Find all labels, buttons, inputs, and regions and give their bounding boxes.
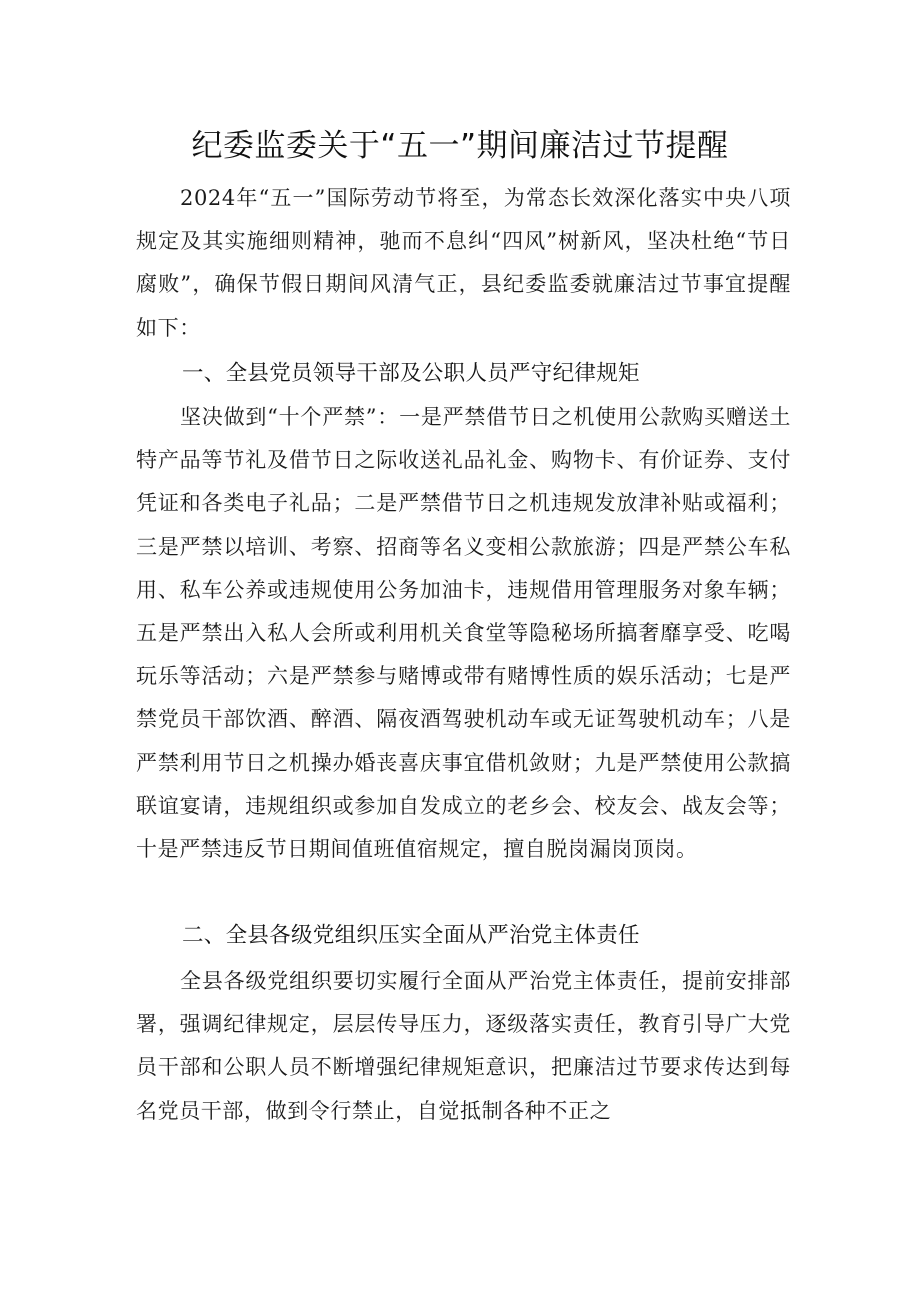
section-1-heading: 一、全县党员领导干部及公职人员严守纪律规矩: [182, 361, 640, 386]
section-2-heading: 二、全县各级党组织压实全面从严治党主体责任: [182, 923, 640, 948]
section-2-paragraph: 全县各级党组织要切实履行全面从严治党主体责任，提前安排部署，强调纪律规定，层层传导压力，逐级落实责任，教育引导广大党员干部和公职人员不断增强纪律规矩意识，把廉洁过节要求传达到每名党员干部，做到令行禁止，自觉抵制各种不正之: [136, 969, 791, 1123]
document-title: 纪委监委关于“五一”期间廉洁过节提醒: [191, 128, 729, 164]
intro-paragraph: 2024年“五一”国际劳动节将至，为常态长效深化落实中央八项规定及其实施细则精神，驰而不息纠“四风”树新风，坚决杜绝“节日腐败”，确保节假日期间风清气正，县纪委监委就廉洁过节事宜提醒如下：: [136, 186, 791, 340]
section-1-paragraph: 坚决做到“十个严禁”：一是严禁借节日之机使用公款购买赠送土特产品等节礼及借节日之际收送礼品礼金、购物卡、有价证券、支付凭证和各类电子礼品；二是严禁借节日之机违规发放津补贴或福利；三是严禁以培训、考察、招商等名义变相公款旅游；四是严禁公车私用、私车公养或违规使用公务加油卡，违规借用管理服务对象车辆；五是严禁出入私人会所或利用机关食堂等隐秘场所搞奢靡享受、吃喝玩乐等活动；六是严禁参与赌博或带有赌博性质的娱乐活动；七是严禁党员干部饮酒、醉酒、隔夜酒驾驶机动车或无证驾驶机动车；八是严禁利用节日之机操办婚丧喜庆事宜借机敛财；九是严禁使用公款搞联谊宴请，违规组织或参加自发成立的老乡会、校友会、战友会等；十是严禁违反节日期间值班值宿规定，擅自脱岗漏岗顶岗。: [136, 405, 791, 862]
